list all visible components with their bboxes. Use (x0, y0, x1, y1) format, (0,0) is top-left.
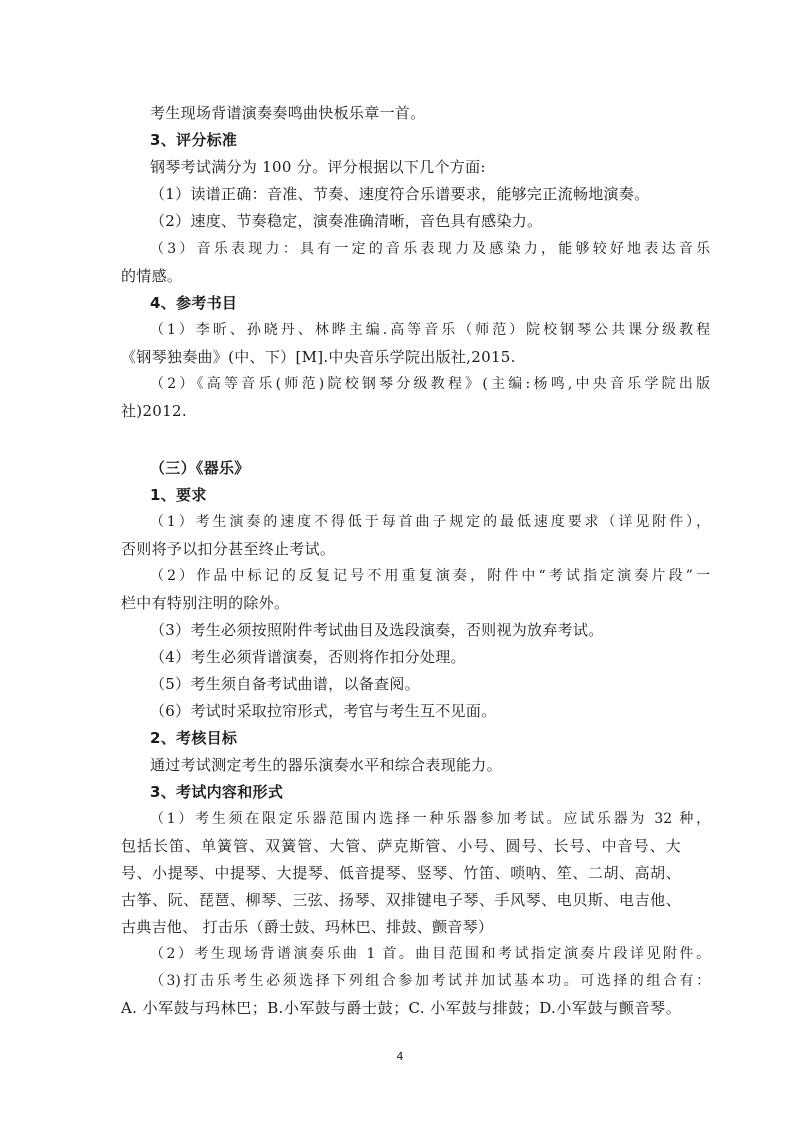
list-item: （4）考生必须背谱演奏，否则将作扣分处理。 (150, 648, 466, 666)
list-item-continuation: 栏中有特别注明的除外。 (121, 594, 290, 612)
reference-item-continuation: 《钢琴独奏曲》(中、下）[M].中央音乐学院出版社,2015. (121, 348, 516, 366)
list-item-continuation: A. 小军鼓与玛林巴；B.小军鼓与爵士鼓；C. 小军鼓与排鼓；D.小军鼓与颤音琴。 (121, 999, 681, 1017)
list-item: （6）考试时采取拉帘形式，考官与考生互不见面。 (150, 702, 497, 720)
paragraph-line: 钢琴考试满分为 100 分。评分根据以下几个方面: (150, 158, 486, 176)
reference-item-continuation: 社)2012. (121, 402, 187, 420)
paragraph-line: 通过考试测定考生的器乐演奏水平和综合表现能力。 (150, 756, 502, 774)
list-item-continuation: 古筝、阮、琵琶、柳琴、三弦、扬琴、双排键电子琴、手风琴、电贝斯、电吉他、 (121, 891, 681, 909)
list-item: （2）速度、节奏稳定，演奏准确清晰，音色具有感染力。 (150, 212, 543, 230)
list-item-continuation: 古典吉他、 打击乐（爵士鼓、玛林巴、排鼓、颤音琴） (121, 918, 494, 936)
section-heading-goals: 2、考核目标 (150, 729, 238, 747)
list-item: （3）考生必须按照附件考试曲目及选段演奏，否则视为放弃考试。 (150, 621, 604, 639)
list-item: （1）考生演奏的速度不得低于每首曲子规定的最低速度要求（详见附件）， (150, 514, 710, 530)
list-item: （2）考生现场背谱演奏乐曲 1 首。曲目范围和考试指定演奏片段详见附件。 (150, 946, 710, 962)
section-heading-scoring: 3、评分标准 (150, 131, 238, 149)
section-heading-requirements: 1、要求 (150, 486, 207, 504)
reference-item: （2）《高等音乐(师范)院校钢琴分级教程》(主编:杨鸣,中央音乐学院出版 (150, 376, 710, 392)
list-item: （1）读谱正确：音准、节奏、速度符合乐谱要求，能够完正流畅地演奏。 (150, 185, 650, 203)
page-number: 4 (396, 1050, 404, 1063)
section-heading-content-format: 3、考试内容和形式 (150, 783, 284, 801)
section-heading-references: 4、参考书目 (150, 294, 238, 312)
list-item: （1）考生须在限定乐器范围内选择一种乐器参加考试。应试乐器为 32 种， (150, 811, 710, 827)
reference-item: （1）李昕、孙晓丹、林晔主编.高等音乐（师范）院校钢琴公共课分级教程 (150, 322, 710, 338)
list-item: （3）音乐表现力：具有一定的音乐表现力及感染力，能够较好地表达音乐 (150, 241, 710, 257)
list-item: （2）作品中标记的反复记号不用重复演奏，附件中“考试指定演奏片段”一 (150, 568, 710, 584)
list-item-continuation: 号、小提琴、中提琴、大提琴、低音提琴、竖琴、竹笛、唢呐、笙、二胡、高胡、 (121, 864, 681, 882)
list-item: （3)打击乐考生必须选择下列组合参加考试并加试基本功。可选择的组合有： (150, 973, 710, 989)
list-item-continuation: 否则将予以扣分甚至终止考试。 (121, 540, 336, 558)
section-title-instrumental: （三）《器乐》 (150, 459, 250, 477)
list-item-continuation: 的情感。 (121, 267, 183, 285)
paragraph-line: 考生现场背谱演奏奏鸣曲快板乐章一首。 (150, 104, 426, 122)
list-item-continuation: 包括长笛、单簧管、双簧管、大管、萨克斯管、小号、圆号、长号、中音号、大 (121, 837, 681, 855)
list-item: （5）考生须自备考试曲谱，以备查阅。 (150, 675, 420, 693)
